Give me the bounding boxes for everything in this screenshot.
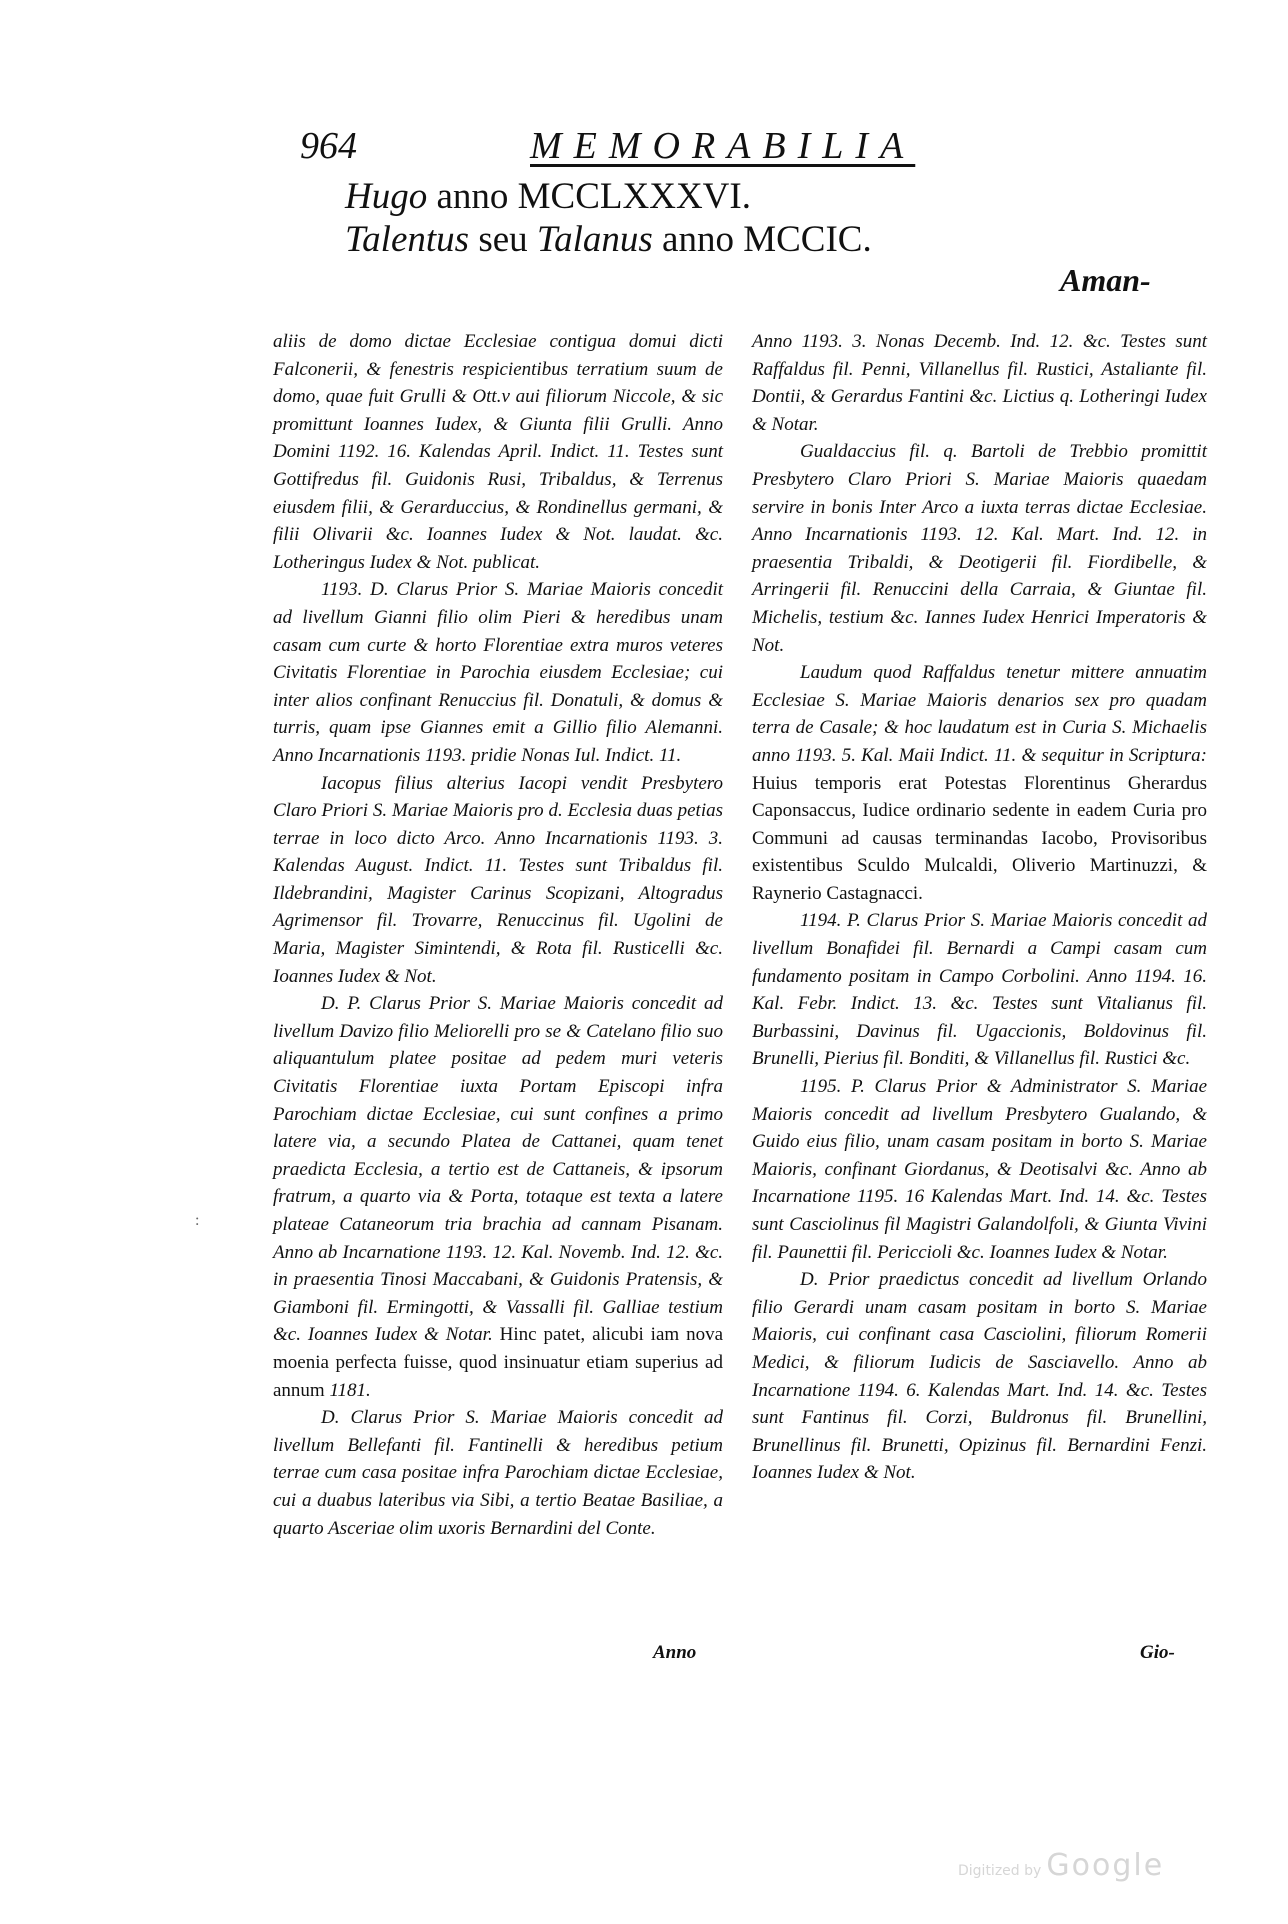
watermark-prefix: Digitized by: [958, 1863, 1042, 1879]
left-column: [273, 328, 723, 1542]
heading-catchword: Aman-: [1060, 262, 1151, 298]
left-paragraph-4-italic: D. P. Clarus Prior S. Mariae Maioris concedit ad livellum Davizo filio Meliorelli pro se & Catelano filio suo aliquantulum platee positae ad pedem muri veteris Civitatis Florentiae iuxta Portam Episcopi infra Parochiam dictae Ecclesiae, cui sunt confines a primo latere via, a secundo Platea de Cattanei, quam tenet praedicta Ecclesia, a tertio est de Cattaneis, & ipsorum fratrum, a quarto via & Porta, totaque est texta a latere plateae Cataneorum tria brachia ad cannam Pisanam. Anno ab Incarnatione 1193. 12. Kal. Novemb. Ind. 12. &c. in praesentia Tinosi Maccabani, & Guidonis Pratensis, & Giamboni fil. Ermingotti, & Vassalli fil. Galliae testium &c. Ioannes Iudex & Notar.: [273, 993, 723, 1346]
left-paragraph-4-roman: Hinc patet, alicubi iam nova moenia perfecta fuisse, quod insinuatur etiam superius ad annum: [273, 1324, 724, 1401]
left-catchword: Anno: [653, 1642, 697, 1663]
left-paragraph-2: 1193. D. Clarus Prior S. Mariae Maioris concedit ad livellum Gianni filio olim Pieri & heredibus unam casam cum curte & horto Florentiae extra muros veteres Civitatis Florentiae in Parochia eiusdem Ecclesiae; cui inter alios confinant Renuccius fil. Donatuli, & domus & turris, quam ipse Giannes emit a Gillio filio Alemanni. Anno Incarnationis 1193. pridie Nonas Iul. Indict. 11.: [273, 579, 723, 766]
right-paragraph-6: D. Prior praedictus concedit ad livellum Orlando filio Gerardi unam casam positam in borto S. Mariae Maioris, cui confinant casa Casciolini, filiorum Romerii Medici, & filiorum Iudicis de Sasciavello. Anno ab Incarnatione 1194. 6. Kalendas Mart. Ind. 14. &c. Testes sunt Fantinus fil. Corzi, Buldronus fil. Brunellini, Brunellinus fil. Brunetti, Opizinus fil. Bernardini Fenzi. Ioannes Iudex & Not.: [752, 1269, 1207, 1484]
heading-name-hugo: Hugo: [345, 176, 428, 217]
heading-name-talentus: Talentus: [345, 219, 470, 260]
heading-year-1: anno MCCLXXXVI.: [427, 176, 751, 217]
margin-mark: :: [195, 1212, 200, 1229]
left-paragraph-3: Iacopus filius alterius Iacopi vendit Presbytero Claro Priori S. Mariae Maioris pro d. Ecclesia duas petias terrae in loco dicto Arco. Anno Incarnationis 1193. 3. Kalendas August. Indict. 11. Testes sunt Tribaldus fil. Ildebrandini, Magister Carinus Scopizani, Altogradus Agrimensor fil. Trovarre, Renuccinus fil. Ugolini de Maria, Magister Simintendi, & Rota fil. Rusticelli &c. Ioannes Iudex & Not.: [273, 772, 723, 987]
left-paragraph-4: [273, 990, 723, 1404]
page-number: 964: [300, 125, 357, 167]
heading-year-2: anno MCCIC.: [652, 219, 872, 260]
right-paragraph-4: 1194. P. Clarus Prior S. Mariae Maioris concedit ad livellum Bonafidei fil. Bernardi a Campi casam cum fundamento positam in Campo Corbolini. Anno 1194. 16. Kal. Febr. Indict. 13. &c. Testes sunt Vitalianus fil. Burbassini, Davinus fil. Ugaccionis, Boldovinus fil. Brunelli, Pierius fil. Bonditi, & Villanellus fil. Rustici &c.: [752, 910, 1207, 1070]
running-title: MEMORABILIA: [530, 125, 916, 167]
heading-seu: seu: [469, 219, 537, 260]
right-paragraph-3-italic: Laudum quod Raffaldus tenetur mittere annuatim Ecclesiae S. Mariae Maioris denarios sex pro quadam terra de Casale; & hoc laudatum est in Curia S. Michaelis anno 1193. 5. Kal. Maii Indict. 11. & sequitur in Scriptura:: [752, 662, 1207, 766]
heading-line-1: [345, 175, 751, 218]
left-paragraph-4-year: 1181.: [329, 1379, 371, 1401]
right-paragraph-5: 1195. P. Clarus Prior & Administrator S. Mariae Maioris concedit ad livellum Presbytero Gualando, & Guido eius filio, unam casam positam in borto S. Mariae Maioris, confinant Giordanus, & Deotisalvi &c. Anno ab Incarnatione 1195. 16 Kalendas Mart. Ind. 14. &c. Testes sunt Casciolinus fil Magistri Galandolfoli, & Giunta Vivini fil. Paunettii fil. Periccioli &c. Ioannes Iudex & Notar.: [752, 1076, 1207, 1263]
right-paragraph-3-roman: Huius temporis erat Potestas Florentinus Gherardus Caponsaccus, Iudice ordinario sedente in eadem Curia pro Communi ad causas terminandas Iacobo, Provisoribus existentibus Sculdo Mulcaldi, Oliverio Martinuzzi, & Raynerio Castagnacci.: [752, 772, 1207, 904]
right-paragraph-3: [752, 659, 1207, 907]
heading-line-2: [345, 218, 872, 261]
heading-name-talanus: Talanus: [536, 219, 653, 260]
digitized-watermark: [958, 1848, 1164, 1883]
google-logo: Google: [1046, 1848, 1165, 1883]
left-paragraph-5: D. Clarus Prior S. Mariae Maioris concedit ad livellum Bellefanti fil. Fantinelli & heredibus petium terrae cum casa positae infra Parochiam dictae Ecclesiae, cui a duabus lateribus via Sibi, a tertio Beatae Basiliae, a quarto Asceriae olim uxoris Bernardini del Conte.: [273, 1407, 723, 1539]
right-paragraph-1: Anno 1193. 3. Nonas Decemb. Ind. 12. &c. Testes sunt Raffaldus fil. Penni, Villanellus fil. Rustici, Astaliante fil. Dontii, & Gerardus Fantini &c. Lictius q. Lotheringi Iudex & Notar.: [752, 331, 1207, 435]
right-column: [752, 328, 1207, 1487]
right-catchword: Gio-: [1140, 1642, 1175, 1663]
left-paragraph-1: aliis de domo dictae Ecclesiae contigua domui dicti Falconerii, & fenestris respicientibus terratium suum de domo, quae fuit Grulli & Ott.v aui filiorum Niccole, & sic promittunt Ioannes Iudex, & Giunta filii Grulli. Anno Domini 1192. 16. Kalendas April. Indict. 11. Testes sunt Gottifredus fil. Guidonis Rusi, Tribaldus, & Terrenus eiusdem filii, & Gerarduccius, & Rondinellus germani, & filii Olivarii &c. Ioannes Iudex & Not. laudat. &c. Lotheringus Iudex & Not. publicat.: [273, 331, 723, 573]
right-paragraph-2: Gualdaccius fil. q. Bartoli de Trebbio promittit Presbytero Claro Priori S. Mariae Maioris quaedam servire in bonis Inter Arco a iuxta terras dictae Ecclesiae. Anno Incarnationis 1193. 12. Kal. Mart. Ind. 12. in praesentia Tribaldi, & Deotigerii fil. Fiordibelle, & Arringerii fil. Renuccini della Carraia, & Giuntae fil. Michelis, testium &c. Iannes Iudex Henrici Imperatoris & Not.: [752, 441, 1207, 656]
